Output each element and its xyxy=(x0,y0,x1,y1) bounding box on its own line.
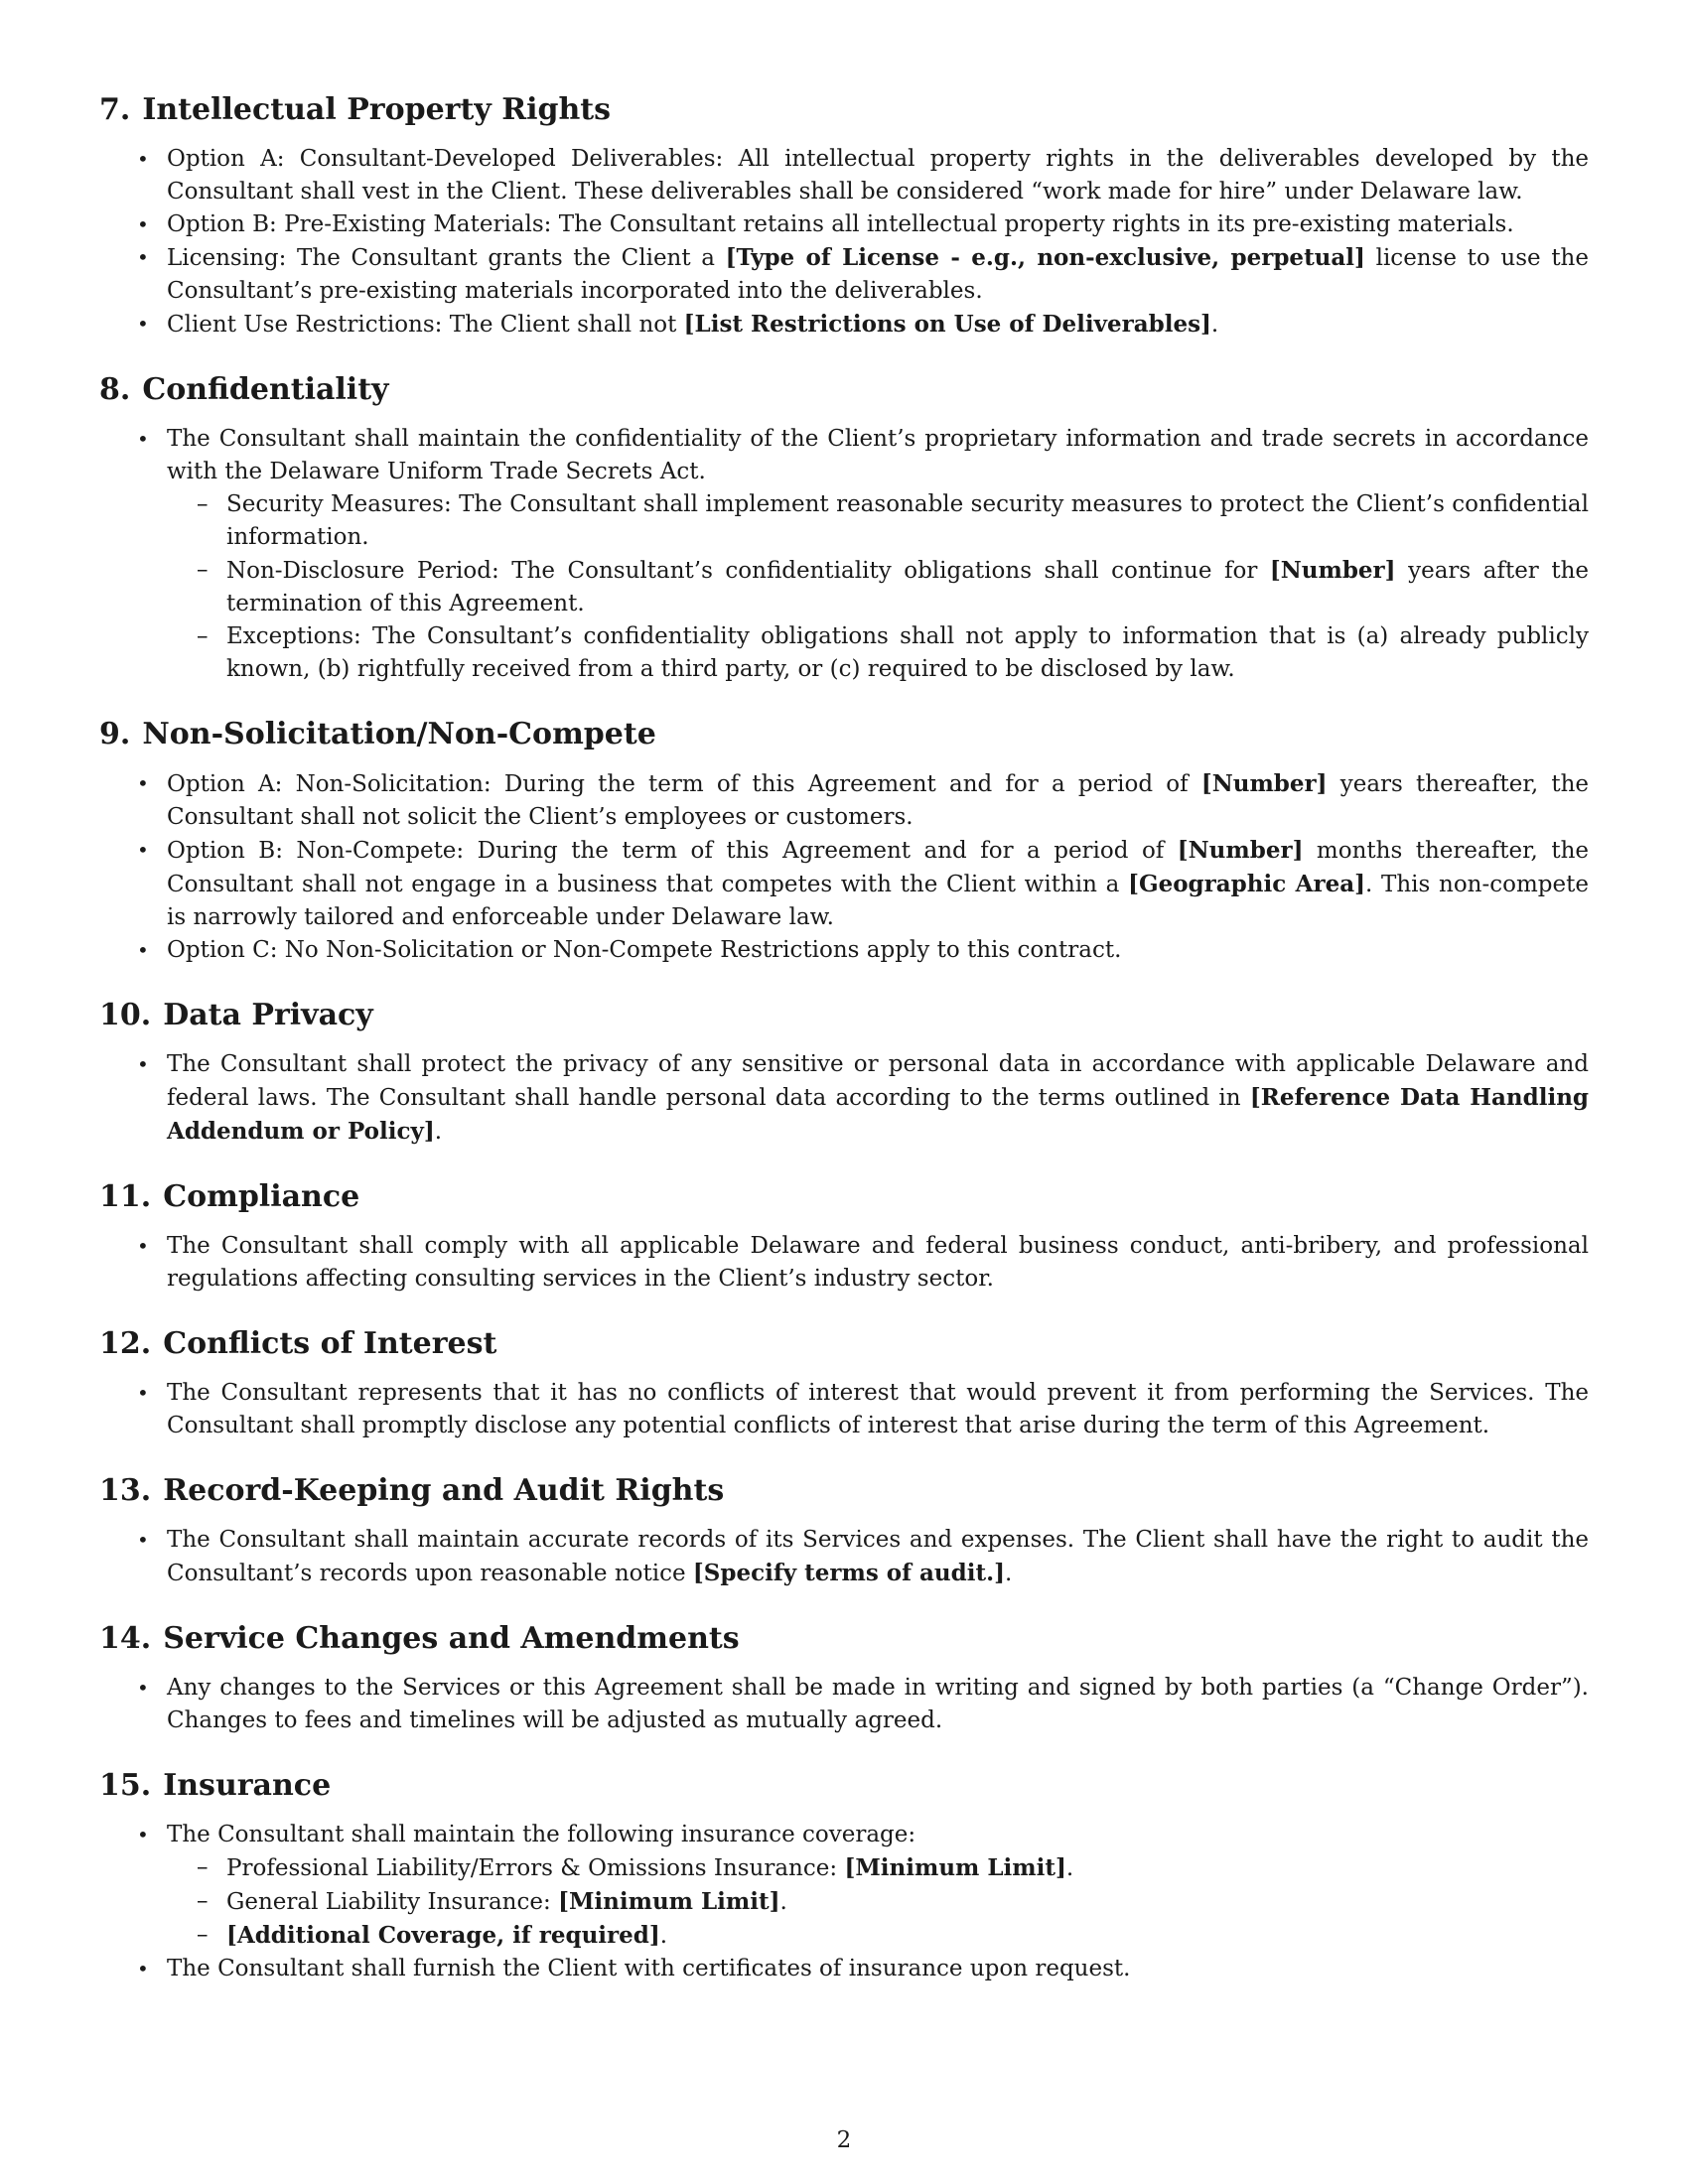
list-item: • Option B: Non-Compete: During the term of this Agreement and for a period of [Number] months thereafter, the Consultant shall not engage in a business that competes with the Client within a [Geographic Area]. This non-compete is narrowly tailored and enforceable under Delaware law. xyxy=(99,834,1589,934)
list-item: • Option A: Consultant-Developed Deliverables: All intellectual property rights in the deliverables developed by the Consultant shall vest in the Client. These deliverables shall be considered “work made for hire” under Delaware law. xyxy=(99,143,1589,208)
bullet-list xyxy=(99,1048,1589,1149)
list-item: • The Consultant represents that it has no conflicts of interest that would prevent it from performing the Services. The Consultant shall promptly disclose any potential conflicts of interest that arise during the term of this Agreement. xyxy=(99,1377,1589,1442)
bullet-list xyxy=(99,767,1589,967)
section-compliance xyxy=(99,1178,1589,1296)
sub-list-item: – General Liability Insurance: [Minimum Limit]. xyxy=(167,1885,1589,1919)
section-data-privacy xyxy=(99,997,1589,1149)
list-item: • Client Use Restrictions: The Client shall not [List Restrictions on Use of Deliverables]. xyxy=(99,308,1589,341)
sub-list-item: – Non-Disclosure Period: The Consultant’s confidentiality obligations shall continue for [Number] years after the termination of this Agreement. xyxy=(167,554,1589,620)
list-item: • The Consultant shall maintain accurate records of its Services and expenses. The Client shall have the right to audit the Consultant’s records upon reasonable notice [Specify terms of audit.]. xyxy=(99,1524,1589,1590)
section-heading: 15. Insurance xyxy=(99,1768,332,1803)
list-item: • The Consultant shall furnish the Client with certificates of insurance upon request. xyxy=(99,1953,1589,1985)
list-item: • Option A: Non-Solicitation: During the term of this Agreement and for a period of [Number] years thereafter, the Consultant shall not solicit the Client’s employees or customers. xyxy=(99,767,1589,834)
bullet-list xyxy=(99,1230,1589,1296)
section-heading: 13. Record-Keeping and Audit Rights xyxy=(99,1473,725,1508)
sub-list-item: – [Additional Coverage, if required]. xyxy=(167,1919,1589,1953)
section-heading: 12. Conflicts of Interest xyxy=(99,1326,497,1361)
bullet-list xyxy=(99,1524,1589,1590)
section-heading: 10. Data Privacy xyxy=(99,998,373,1032)
page-number: 2 xyxy=(836,2127,852,2153)
list-item: • The Consultant shall comply with all applicable Delaware and federal business conduct, anti-bribery, and professional regulations affecting consulting services in the Client’s industry sector. xyxy=(99,1230,1589,1296)
list-item: • Option B: Pre-Existing Materials: The Consultant retains all intellectual property rights in its pre-existing materials. xyxy=(99,208,1589,241)
sub-list xyxy=(167,1851,1589,1953)
bullet-list xyxy=(99,1377,1589,1442)
document-body xyxy=(99,91,1589,2015)
list-item: • Option C: No Non-Solicitation or Non-Compete Restrictions apply to this contract. xyxy=(99,934,1589,967)
section-record-keeping xyxy=(99,1472,1589,1590)
section-heading: 14. Service Changes and Amendments xyxy=(99,1621,740,1656)
bullet-list xyxy=(99,1672,1589,1737)
section-heading: 11. Compliance xyxy=(99,1179,360,1214)
sub-list-item: – Professional Liability/Errors & Omissions Insurance: [Minimum Limit]. xyxy=(167,1851,1589,1885)
section-heading: 9. Non-Solicitation/Non-Compete xyxy=(99,717,656,751)
list-item: • The Consultant shall maintain the confidentiality of the Client’s proprietary information and trade secrets in accordance with the Delaware Uniform Trade Secrets Act. – Security Measures: The Consultant shall implement reasonable security measures to protect the Client’s confidential information. – Non-Disclosure Period: The Consultant’s confidentiality obligations shall continue for [Number] years after the termination of this Agreement. – Exceptions: The Consultant’s confidentiality obligations shall not apply to information that is (a) already publicly known, (b) rightfully received from a third party, or (c) required to be disclosed by law. xyxy=(99,423,1589,686)
section-intellectual-property xyxy=(99,91,1589,341)
sub-list xyxy=(167,488,1589,686)
section-conflicts-of-interest xyxy=(99,1325,1589,1442)
list-item: • Any changes to the Services or this Agreement shall be made in writing and signed by both parties (a “Change Order”). Changes to fees and timelines will be adjusted as mutually agreed. xyxy=(99,1672,1589,1737)
section-confidentiality xyxy=(99,371,1589,686)
list-item: • The Consultant shall maintain the following insurance coverage: – Professional Liability/Errors & Omissions Insurance: [Minimum Limit]. – General Liability Insurance: [Minimum Limit]. – [Additional Coverage, if required]. xyxy=(99,1819,1589,1953)
sub-list-item: – Exceptions: The Consultant’s confidentiality obligations shall not apply to information that is (a) already publicly known, (b) rightfully received from a third party, or (c) required to be disclosed by law. xyxy=(167,620,1589,686)
section-heading: 7. Intellectual Property Rights xyxy=(99,92,612,127)
list-item: • The Consultant shall protect the privacy of any sensitive or personal data in accordance with applicable Delaware and federal laws. The Consultant shall handle personal data according to the terms outlined in [Reference Data Handling Addendum or Policy]. xyxy=(99,1048,1589,1149)
section-non-solicitation xyxy=(99,716,1589,967)
bullet-list xyxy=(99,423,1589,686)
section-insurance xyxy=(99,1767,1589,1985)
sub-list-item: – Security Measures: The Consultant shall implement reasonable security measures to protect the Client’s confidential information. xyxy=(167,488,1589,554)
section-service-changes xyxy=(99,1620,1589,1737)
list-item: • Licensing: The Consultant grants the Client a [Type of License - e.g., non-exclusive, perpetual] license to use the Consultant’s pre-existing materials incorporated into the deliverables. xyxy=(99,241,1589,308)
bullet-list xyxy=(99,143,1589,341)
section-heading: 8. Confidentiality xyxy=(99,372,389,407)
bullet-list xyxy=(99,1819,1589,1985)
